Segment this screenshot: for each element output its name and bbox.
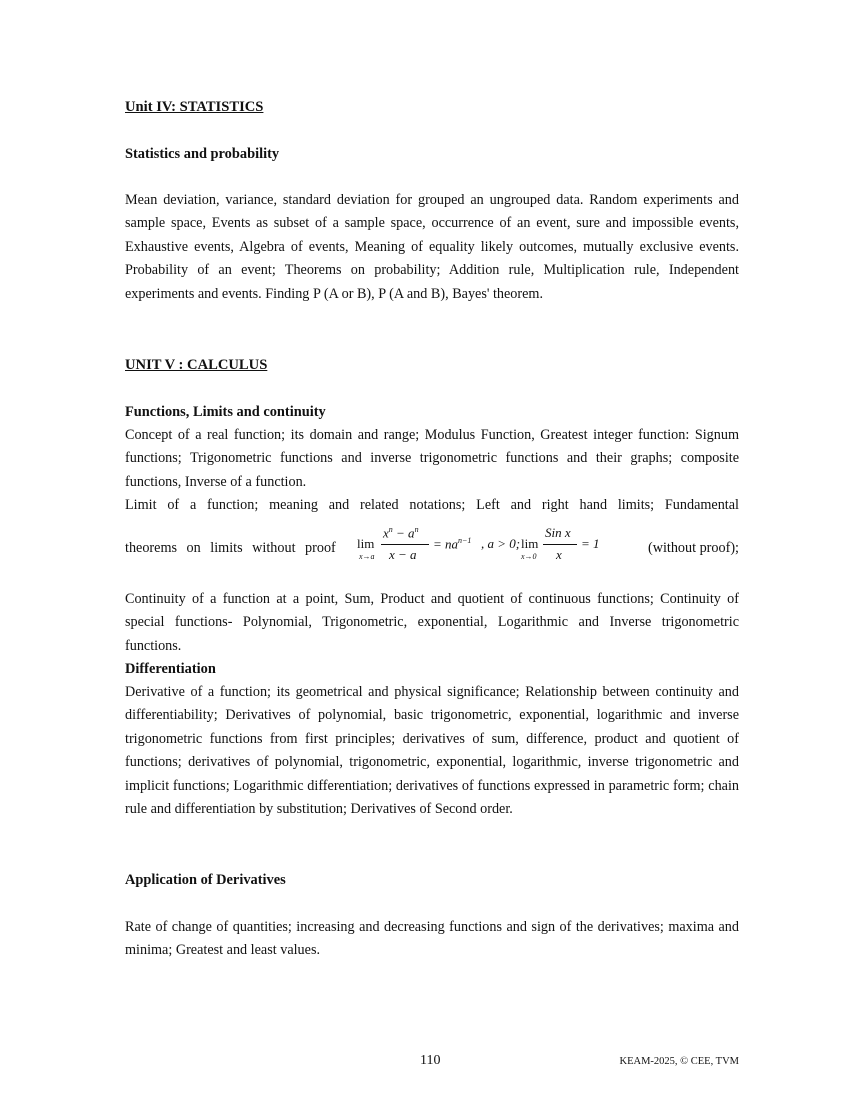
limits-formula-row bbox=[125, 522, 739, 572]
fraction-2-rhs: = 1 bbox=[581, 536, 600, 551]
formula-lead-text: theorems on limits without proof bbox=[125, 540, 336, 556]
rhs-na: = na bbox=[433, 536, 459, 552]
application-subheading: Application of Derivatives bbox=[125, 872, 286, 888]
limits-paragraph-line bbox=[125, 494, 739, 517]
statistics-paragraph: Mean deviation, variance, standard deviation for grouped an ungrouped data. Random experiments and sample space, Events as subset of a sample space, occurrence of an event, sure and impossible events, Exhaustive events, Algebra of events, Meaning of equality likely outcomes, mutually exclusive events. Probability of an event; Theorems on probability; Addition rule, Multiplication rule, Independent experiments and events. Finding P (A or B), P (A and B), Bayes' theorem. bbox=[125, 192, 739, 302]
rhs-exponent: n−1 bbox=[458, 536, 472, 545]
numer-x-exponent: n bbox=[388, 525, 393, 534]
fraction-1-numerator bbox=[383, 525, 419, 541]
unit-iv-heading: Unit IV: STATISTICS bbox=[125, 99, 264, 115]
lim-2-subscript: x→0 bbox=[521, 552, 537, 561]
formula-tail-text: (without proof); bbox=[647, 540, 739, 556]
page-number: 110 bbox=[420, 1053, 441, 1068]
fraction-1-denominator: x − a bbox=[389, 547, 417, 562]
lim-1-subscript: x→a bbox=[359, 552, 375, 561]
numer-x: x bbox=[383, 525, 389, 541]
differentiation-paragraph: Derivative of a function; its geometrical and physical significance; Relationship between continuity and differentiability; Derivatives of polynomial, basic trigonometric, exponential, logarithmic and inverse trigonometric functions from first principles; derivatives of sum, difference, product and quotient of functions; derivatives of polynomial, trigonometric, exponential, logarithmic, inverse trigonometric and implicit functions; Logarithmic differentiation; derivatives of functions expressed in parametric form; chain rule and differentiation by substitution; Derivatives of Second order. bbox=[125, 684, 739, 818]
footer-credit: KEAM-2025, © CEE, TVM bbox=[619, 1056, 739, 1067]
formula-condition: , a > 0; bbox=[481, 536, 521, 551]
lim-2: lim bbox=[521, 536, 539, 551]
fraction-1-bar bbox=[381, 544, 429, 545]
application-paragraph: Rate of change of quantities; increasing and decreasing functions and sign of the derivatives; maxima and minima; Greatest and least values. bbox=[125, 919, 739, 959]
functions-subheading: Functions, Limits and continuity bbox=[125, 404, 326, 420]
unit-v-heading: UNIT V : CALCULUS bbox=[125, 357, 268, 373]
functions-paragraph-1: Concept of a real function; its domain and range; Modulus Function, Greatest integer function: Signum functions; Trigonometric functions and inverse trigonometric functions and their graphs; composite functions, Inverse of a function. bbox=[125, 427, 739, 490]
fraction-2-bar bbox=[543, 544, 577, 545]
fraction-2-denominator: x bbox=[556, 547, 562, 562]
limits-line-text: Limit of a function; meaning and related notations; Left and right hand limits; Fundamental bbox=[125, 497, 739, 513]
lim-1: lim bbox=[357, 536, 375, 551]
limit-formula bbox=[357, 522, 617, 572]
statistics-subheading: Statistics and probability bbox=[125, 146, 280, 162]
fraction-1-rhs bbox=[433, 536, 471, 552]
numer-minus-a: − a bbox=[392, 525, 415, 541]
numer-a-exponent: n bbox=[414, 525, 419, 534]
continuity-paragraph: Continuity of a function at a point, Sum, Product and quotient of continuous functions; Continuity of special functions- Polynomial, Trigonometric, exponential, Logarithmic and Inverse trigonometric functions. bbox=[125, 591, 739, 654]
differentiation-subheading: Differentiation bbox=[125, 661, 216, 677]
fraction-2-numerator: Sin x bbox=[545, 525, 571, 540]
